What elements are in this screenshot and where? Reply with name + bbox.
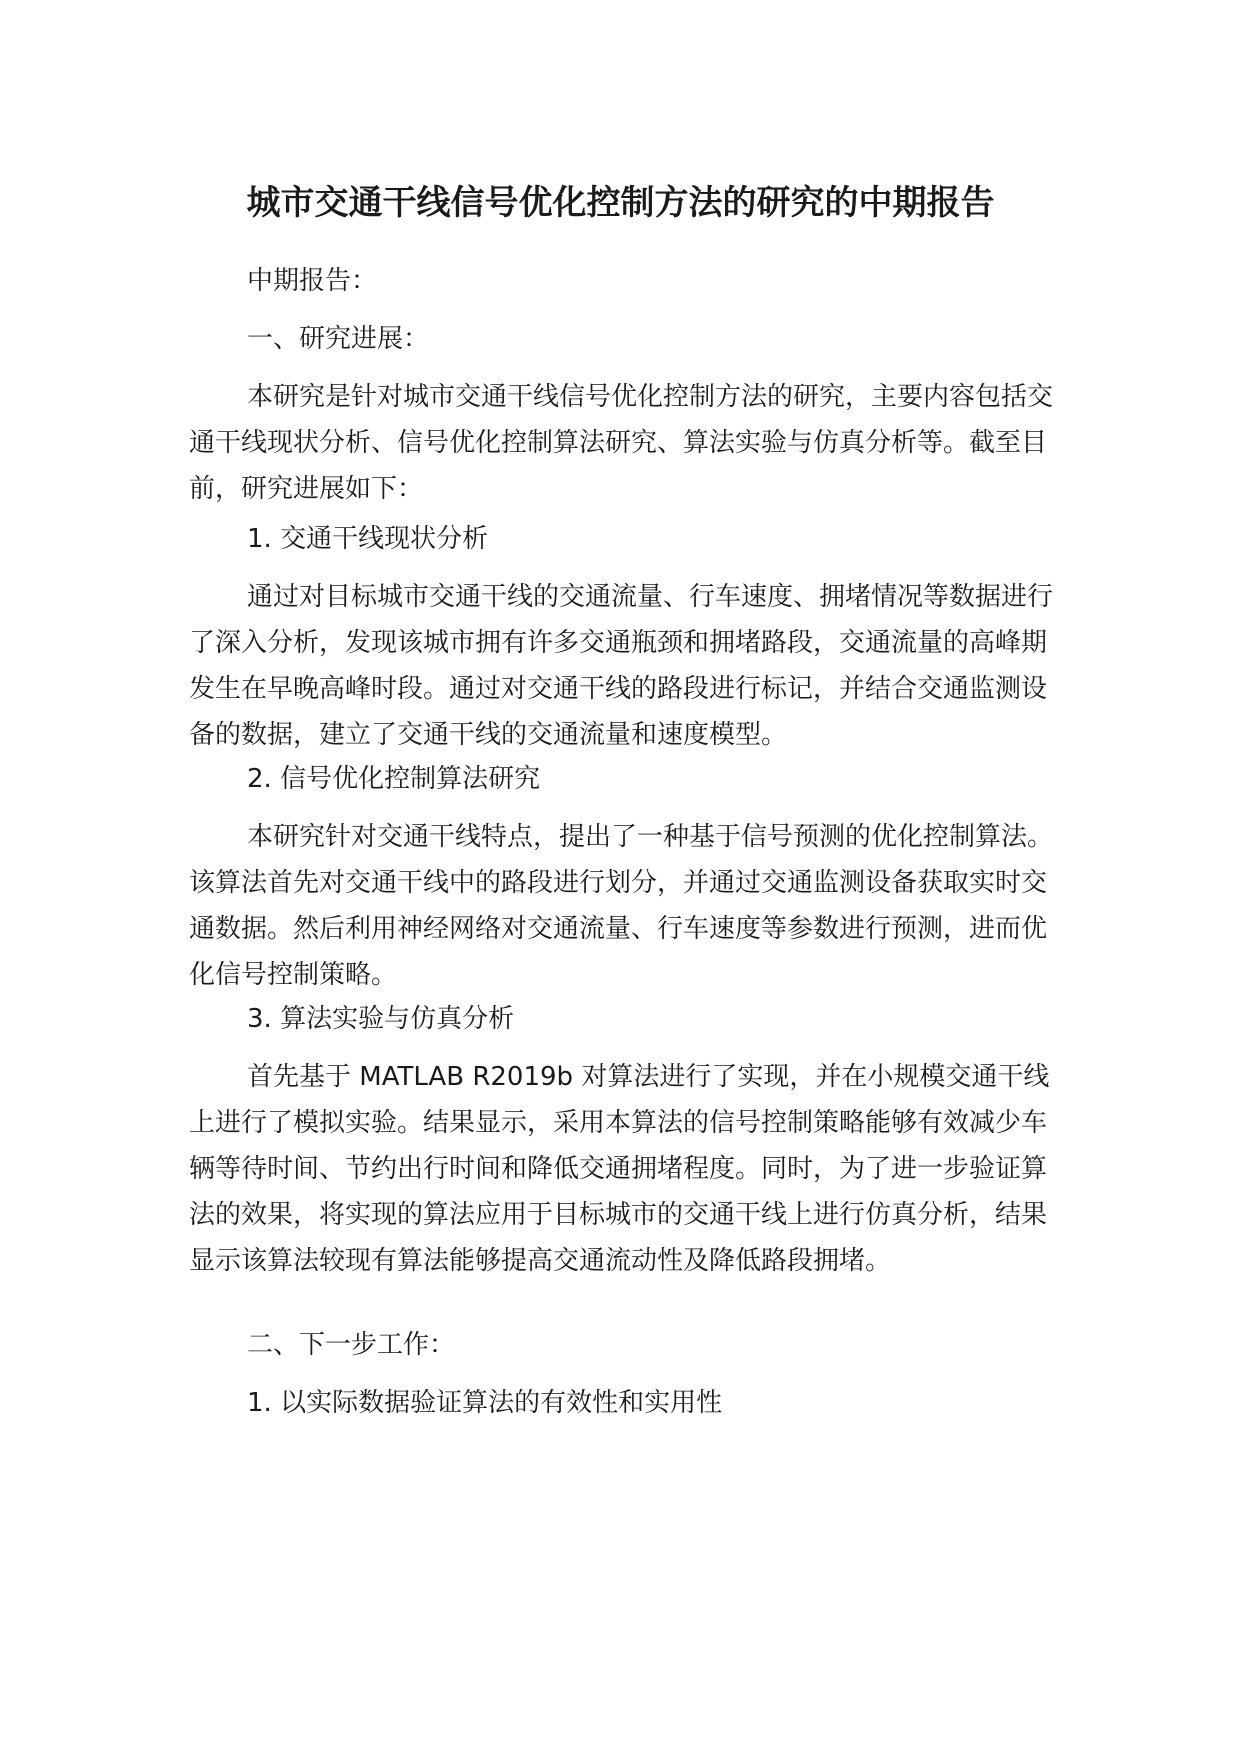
section1-intro-paragraph: 本研究是针对城市交通干线信号优化控制方法的研究，主要内容包括交通干线现状分析、信号优化控制算法研究、算法实验与仿真分析等。截至目前，研究进展如下： bbox=[189, 382, 1054, 504]
item2-paragraph: 本研究针对交通干线特点，提出了一种基于信号预测的优化控制算法。该算法首先对交通干线中的路段进行划分，并通过交通监测设备获取实时交通数据。然后利用神经网络对交通流量、行车速度等参数进行预测，进而优化信号控制策略。 bbox=[189, 822, 1054, 990]
item1-heading: 1. 交通干线现状分析 bbox=[247, 524, 489, 554]
intro-label: 中期报告： bbox=[247, 266, 378, 296]
item2-heading: 2. 信号优化控制算法研究 bbox=[247, 764, 541, 794]
section1-heading: 一、研究进展： bbox=[247, 324, 430, 354]
item3-paragraph: 首先基于 MATLAB R2019b 对算法进行了实现，并在小规模交通干线上进行了模拟实验。结果显示，采用本算法的信号控制策略能够有效减少车辆等待时间、节约出行时间和降低交通拥堵程度。同时，为了进一步验证算法的效果，将实现的算法应用于目标城市的交通干线上进行仿真分析，结果显示该算法较现有算法能够提高交通流动性及降低路段拥堵。 bbox=[189, 1062, 1050, 1276]
item1-paragraph: 通过对目标城市交通干线的交通流量、行车速度、拥堵情况等数据进行了深入分析，发现该城市拥有许多交通瓶颈和拥堵路段，交通流量的高峰期发生在早晚高峰时段。通过对交通干线的路段进行标记，并结合交通监测设备的数据，建立了交通干线的交通流量和速度模型。 bbox=[189, 582, 1054, 750]
section2-item1-heading: 1. 以实际数据验证算法的有效性和实用性 bbox=[247, 1388, 723, 1418]
item3-heading: 3. 算法实验与仿真分析 bbox=[247, 1004, 515, 1034]
section2-heading: 二、下一步工作： bbox=[247, 1330, 456, 1360]
document-title: 城市交通干线信号优化控制方法的研究的中期报告 bbox=[246, 183, 995, 223]
